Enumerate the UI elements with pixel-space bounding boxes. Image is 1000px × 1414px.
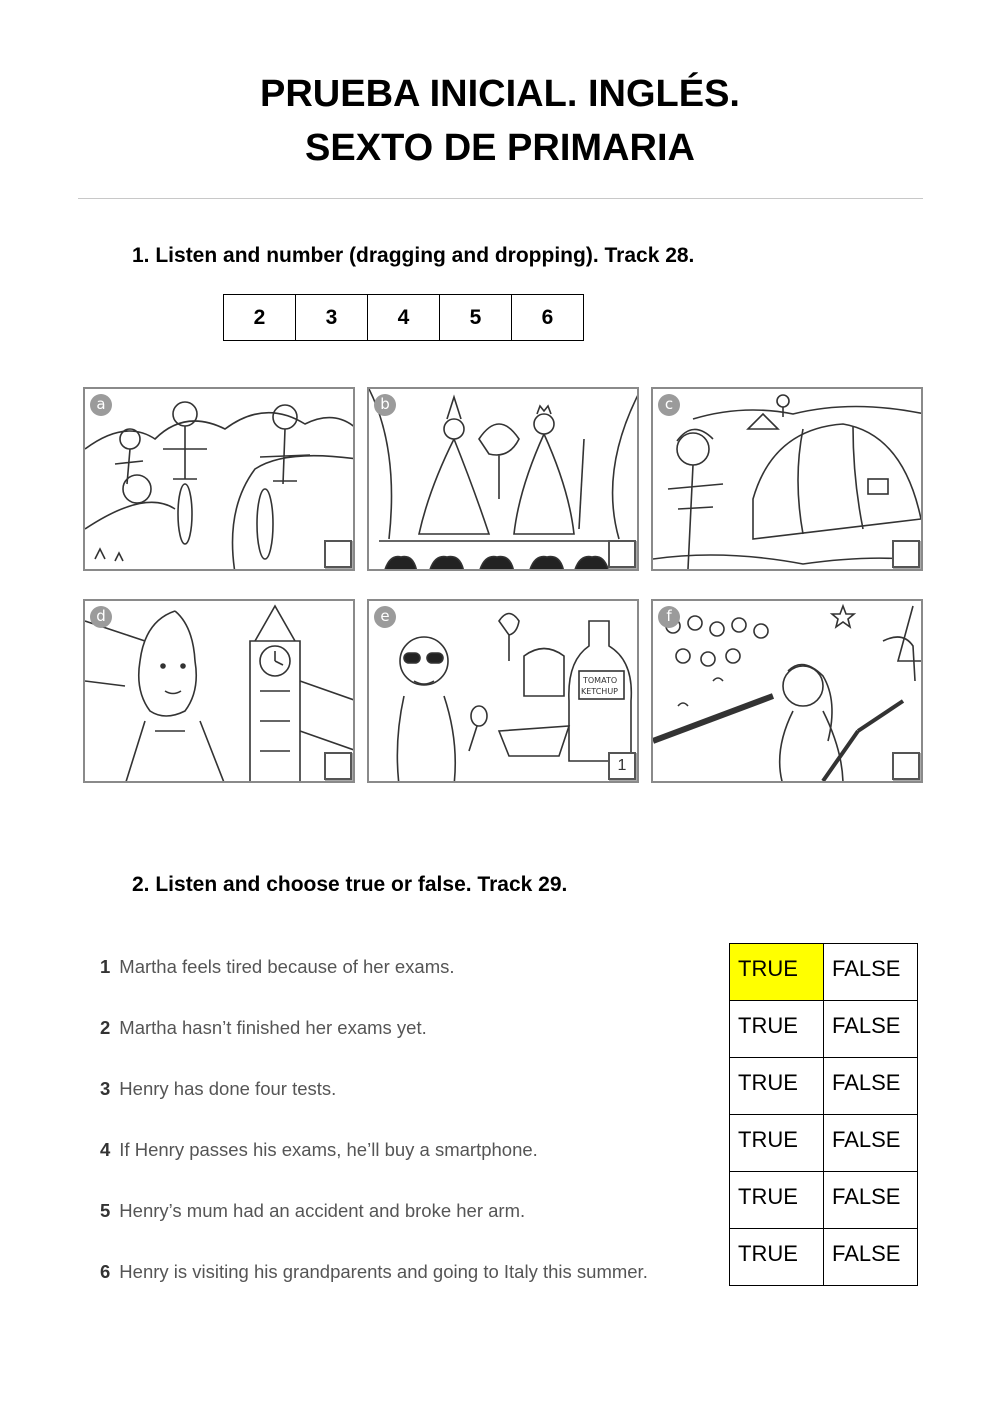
true-option[interactable]: TRUE xyxy=(730,1058,824,1115)
true-option[interactable]: TRUE xyxy=(730,944,824,1001)
drop-box-b[interactable] xyxy=(608,540,636,568)
divider xyxy=(78,198,923,199)
picture-letter: d xyxy=(90,606,112,628)
true-option[interactable]: TRUE xyxy=(730,1172,824,1229)
statement-text: Henry is visiting his grandparents and going to Italy this summer. xyxy=(119,1261,648,1282)
table-row xyxy=(730,1001,918,1058)
picture-d xyxy=(83,599,355,783)
drop-box-c[interactable] xyxy=(892,540,920,568)
table-row xyxy=(730,1058,918,1115)
true-option[interactable]: TRUE xyxy=(730,1115,824,1172)
picture-b xyxy=(367,387,639,571)
statement-number: 5 xyxy=(100,1200,111,1221)
true-option[interactable]: TRUE xyxy=(730,1229,824,1286)
statement-3 xyxy=(100,1078,336,1100)
statement-number: 3 xyxy=(100,1078,111,1099)
drop-box-d[interactable] xyxy=(324,752,352,780)
big-ben-illustration xyxy=(85,601,355,783)
statement-text: Henry’s mum had an accident and broke her arm. xyxy=(119,1200,526,1221)
picture-letter: c xyxy=(658,394,680,416)
section-1-heading: 1. Listen and number (dragging and dropping). Track 28. xyxy=(132,244,695,267)
statement-number: 2 xyxy=(100,1017,111,1038)
statement-text: Henry has done four tests. xyxy=(119,1078,337,1099)
picture-f xyxy=(651,599,923,783)
table-row xyxy=(730,1172,918,1229)
drop-box-e[interactable]: 1 xyxy=(608,752,636,780)
false-option[interactable]: FALSE xyxy=(824,1058,918,1115)
true-option[interactable]: TRUE xyxy=(730,1001,824,1058)
table-row xyxy=(730,944,918,1001)
number-tile[interactable]: 6 xyxy=(541,305,554,329)
picture-letter: e xyxy=(374,606,396,628)
ketchup-label-2: KETCHUP xyxy=(581,687,618,696)
number-tiles xyxy=(223,294,584,341)
drop-box-a[interactable] xyxy=(324,540,352,568)
number-tile[interactable]: 4 xyxy=(368,295,440,340)
table-row xyxy=(730,1115,918,1172)
picture-letter: f xyxy=(658,606,680,628)
table-row xyxy=(730,1229,918,1286)
false-option[interactable]: FALSE xyxy=(824,944,918,1001)
ketchup-label-1: TOMATO xyxy=(583,676,618,685)
bikes-illustration xyxy=(85,389,355,571)
false-option[interactable]: FALSE xyxy=(824,1115,918,1172)
statement-text: If Henry passes his exams, he’ll buy a smartphone. xyxy=(119,1139,538,1160)
page-title-line-1: PRUEBA INICIAL. INGLÉS. xyxy=(260,73,740,115)
picture-letter: b xyxy=(374,394,396,416)
true-false-table xyxy=(729,943,918,1286)
false-option[interactable]: FALSE xyxy=(824,1229,918,1286)
statement-text: Martha hasn’t finished her exams yet. xyxy=(119,1017,427,1038)
statement-text: Martha feels tired because of her exams. xyxy=(119,956,455,977)
number-tile[interactable]: 2 xyxy=(224,295,296,340)
picture-letter: a xyxy=(90,394,112,416)
section-2-heading: 2. Listen and choose true or false. Track 29. xyxy=(132,873,568,896)
statement-number: 6 xyxy=(100,1261,111,1282)
page-title-line-2: SEXTO DE PRIMARIA xyxy=(305,127,695,169)
party-illustration xyxy=(369,601,639,783)
statement-number: 1 xyxy=(100,956,111,977)
number-tile[interactable]: 3 xyxy=(296,295,368,340)
tent-illustration xyxy=(653,389,923,571)
statement-number: 4 xyxy=(100,1139,111,1160)
statement-4 xyxy=(100,1139,538,1161)
stage-illustration xyxy=(369,389,639,571)
picture-c xyxy=(651,387,923,571)
false-option[interactable]: FALSE xyxy=(824,1172,918,1229)
drop-box-f[interactable] xyxy=(892,752,920,780)
statement-2 xyxy=(100,1017,427,1039)
picture-a xyxy=(83,387,355,571)
statement-6 xyxy=(100,1261,648,1283)
picture-e xyxy=(367,599,639,783)
statement-5 xyxy=(100,1200,525,1222)
number-tile[interactable]: 5 xyxy=(440,295,512,340)
band-illustration xyxy=(653,601,923,783)
false-option[interactable]: FALSE xyxy=(824,1001,918,1058)
statement-1 xyxy=(100,956,455,978)
